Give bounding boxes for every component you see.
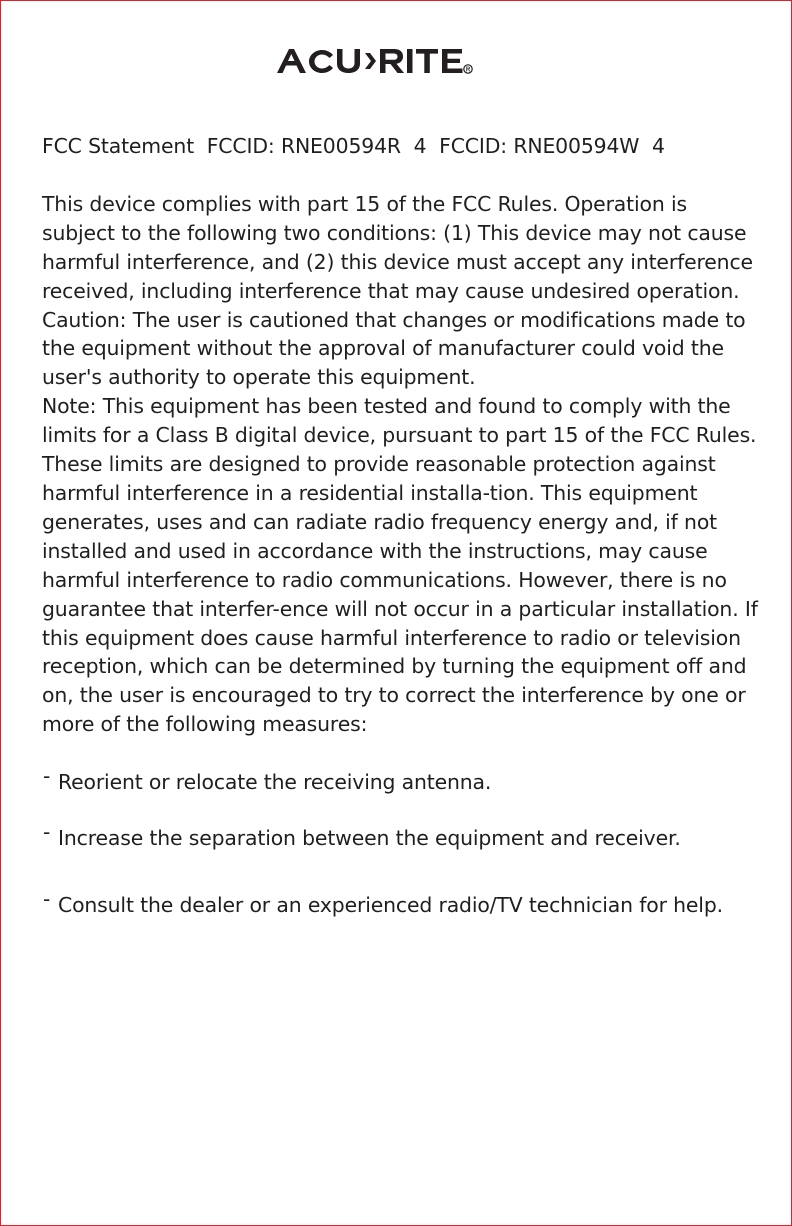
fccid-1-suffix: 4 <box>413 134 427 158</box>
list-item <box>42 820 762 853</box>
bullet-dash: - <box>43 886 51 911</box>
fccid-2-suffix: 4 <box>651 134 665 158</box>
list-item <box>42 886 762 920</box>
statement-label: FCC Statement <box>42 134 195 158</box>
measure-text: Increase the separation between the equipment and receiver. <box>58 826 681 851</box>
fccid-1: FCCID: RNE00594R <box>206 134 401 158</box>
measure-text: Consult the dealer or an experienced radio/TV technician for help. <box>58 892 723 917</box>
bullet-dash: - <box>43 820 51 845</box>
fcc-statement-content <box>42 132 762 920</box>
list-item <box>42 764 762 797</box>
fccid-2: FCCID: RNE00594W <box>439 134 640 158</box>
bullet-dash: - <box>43 764 51 789</box>
measures-list <box>42 764 762 920</box>
caution-paragraph: Caution: The user is cautioned that changes or modifications made to the equipment without the approval of manufacturer could void the user's authority to operate this equipment. <box>42 307 746 390</box>
spacer <box>42 161 762 190</box>
compliance-paragraph: This device complies with part 15 of the FCC Rules. Operation is subject to the following two conditions: (1) This device may not cause harmful interference, and (2) this device must accept any interference received, including interference that may cause undesired operation. <box>42 191 753 303</box>
note-paragraph: Note: This equipment has been tested and found to comply with the limits for a Class B digital device, pursuant to part 15 of the FCC Rules. These limits are designed to provide reasonable protection against harmful interference in a residential installa-tion. This equipment generates, uses and can radiate radio frequency energy and, if not installed and used in accordance with the instructions, may cause harmful interference to radio communications. However, there is no guarantee that interfer-ence will not occur in a particular installation. If this equipment does cause harmful interference to radio or television reception, which can be determined by turning the equipment off and on, the user is encouraged to try to correct the interference by one or more of the following measures: <box>42 394 758 737</box>
measure-text: Reorient or relocate the receiving antenna. <box>58 770 492 795</box>
acurite-logo <box>275 45 521 75</box>
fcc-heading <box>42 132 762 161</box>
